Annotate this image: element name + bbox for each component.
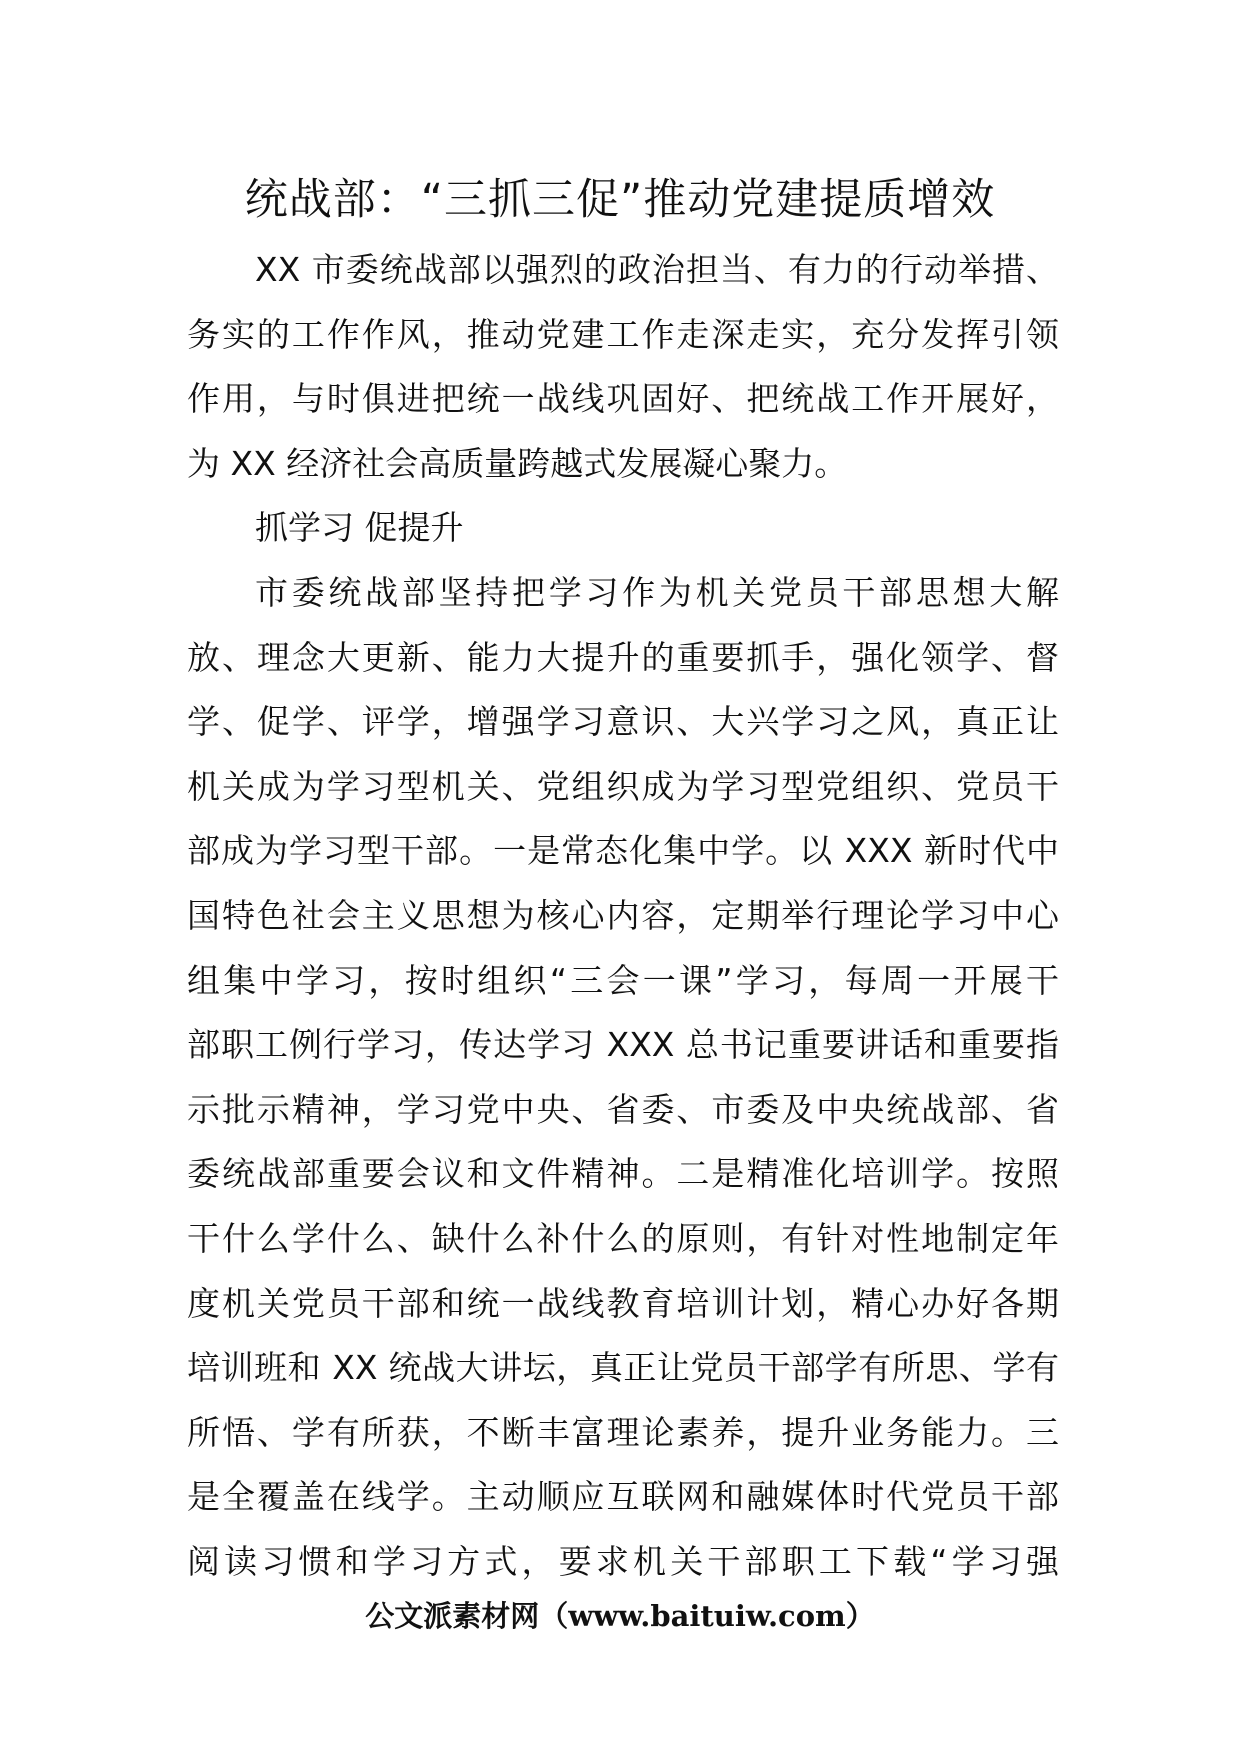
- paragraph-line: 度机关党员干部和统一战线教育培训计划，精心办好各期: [187, 1283, 1059, 1323]
- section-heading: 抓学习 促提升: [255, 508, 464, 548]
- paragraph-line: 部成为学习型干部。一是常态化集中学。以 XXX 新时代中: [187, 831, 1059, 871]
- paragraph-line: 示批示精神，学习党中央、省委、市委及中央统战部、省: [187, 1089, 1059, 1129]
- paragraph-line: 培训班和 XX 统战大讲坛，真正让党员干部学有所思、学有: [187, 1348, 1059, 1388]
- paragraph-line: 组集中学习，按时组织“三会一课”学习，每周一开展干: [187, 960, 1059, 1000]
- document-body: [187, 238, 1059, 1594]
- paragraph-line: 作用，与时俱进把统一战线巩固好、把统战工作开展好，: [187, 379, 1059, 419]
- paragraph-line: 务实的工作作风，推动党建工作走深走实，充分发挥引领: [187, 314, 1059, 354]
- paragraph-line: XX 市委统战部以强烈的政治担当、有力的行动举措、: [255, 250, 1059, 289]
- paragraph-line: 机关成为学习型机关、党组织成为学习型党组织、党员干: [187, 766, 1059, 806]
- paragraph-line: 放、理念大更新、能力大提升的重要抓手，强化领学、督: [187, 637, 1059, 677]
- paragraph-line: 委统战部重要会议和文件精神。二是精准化培训学。按照: [187, 1154, 1059, 1194]
- paragraph-line: 所悟、学有所获，不断丰富理论素养，提升业务能力。三: [187, 1412, 1059, 1452]
- paragraph-line: 学、促学、评学，增强学习意识、大兴学习之风，真正让: [187, 702, 1059, 742]
- paragraph-line: 市委统战部坚持把学习作为机关党员干部思想大解: [255, 572, 1059, 612]
- paragraph-line: 国特色社会主义思想为核心内容，定期举行理论学习中心: [187, 895, 1059, 935]
- paragraph-line: 阅读习惯和学习方式，要求机关干部职工下载“学习强: [187, 1541, 1059, 1581]
- paragraph-line: 干什么学什么、缺什么补什么的原则，有针对性地制定年: [187, 1218, 1059, 1258]
- paragraph-line: 部职工例行学习，传达学习 XXX 总书记重要讲话和重要指: [187, 1025, 1059, 1065]
- footer-source-link: 公文派素材网（www.baituiw.com）: [365, 1599, 875, 1633]
- paragraph-line: 为 XX 经济社会高质量跨越式发展凝心聚力。: [187, 443, 848, 483]
- paragraph-line: 是全覆盖在线学。主动顺应互联网和融媒体时代党员干部: [187, 1477, 1059, 1517]
- document-title: 统战部：“三抓三促”推动党建提质增效: [244, 175, 996, 225]
